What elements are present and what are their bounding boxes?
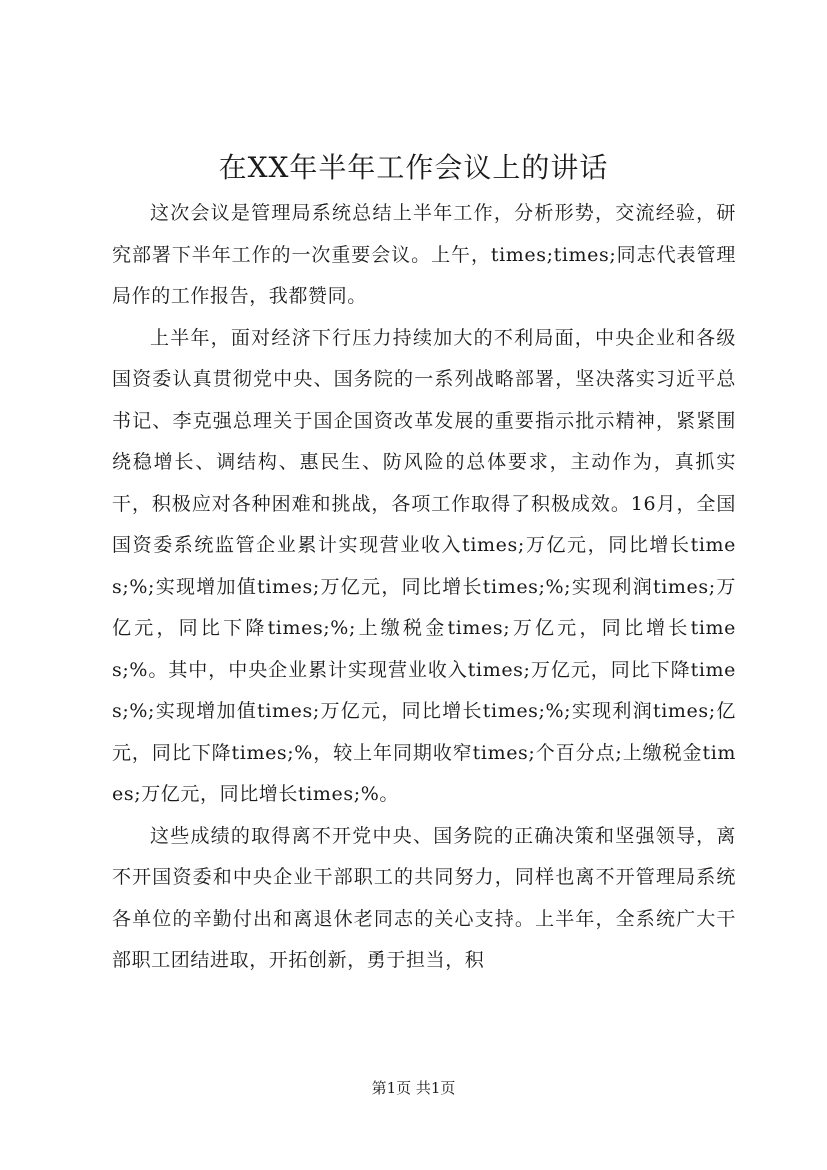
- page-total: 共1页: [415, 1079, 456, 1097]
- page-footer: [0, 1078, 827, 1098]
- page-number: 第1页: [371, 1079, 412, 1097]
- document-title: 在XX年半年工作会议上的讲话: [218, 151, 609, 184]
- paragraph-1: 这次会议是管理局系统总结上半年工作，分析形势，交流经验，研究部署下半年工作的一次重要会议。上午，times;times;同志代表管理局作的工作报告，我都赞同。: [112, 202, 736, 307]
- paragraph-3: 这些成绩的取得离不开党中央、国务院的正确决策和坚强领导，离不开国资委和中央企业干部职工的共同努力，同样也离不开管理局系统各单位的辛勤付出和离退休老同志的关心支持。上半年，全系统广大干部职工团结进取，开拓创新，勇于担当，积: [112, 824, 736, 971]
- document-body: [112, 193, 736, 982]
- paragraph-2: 上半年，面对经济下行压力持续加大的不利局面，中央企业和各级国资委认真贯彻党中央、国务院的一系列战略部署，坚决落实习近平总书记、李克强总理关于国企国资改革发展的重要指示批示精神，紧紧围绕稳增长、调结构、惠民生、防风险的总体要求，主动作为，真抓实干，积极应对各种困难和挑战，各项工作取得了积极成效。16月，全国国资委系统监管企业累计实现营业收入times;万亿元，同比增长times;%;实现增加值times;万亿元，同比增长times;%;实现利润times;万亿元，同比下降times;%;上缴税金times;万亿元，同比增长times;%。其中，中央企业累计实现营业收入times;万亿元，同比下降times;%;实现增加值times;万亿元，同比增长times;%;实现利润times;亿元，同比下降times;%，较上年同期收窄times;个百分点;上缴税金times;万亿元，同比增长times;%。: [112, 326, 736, 805]
